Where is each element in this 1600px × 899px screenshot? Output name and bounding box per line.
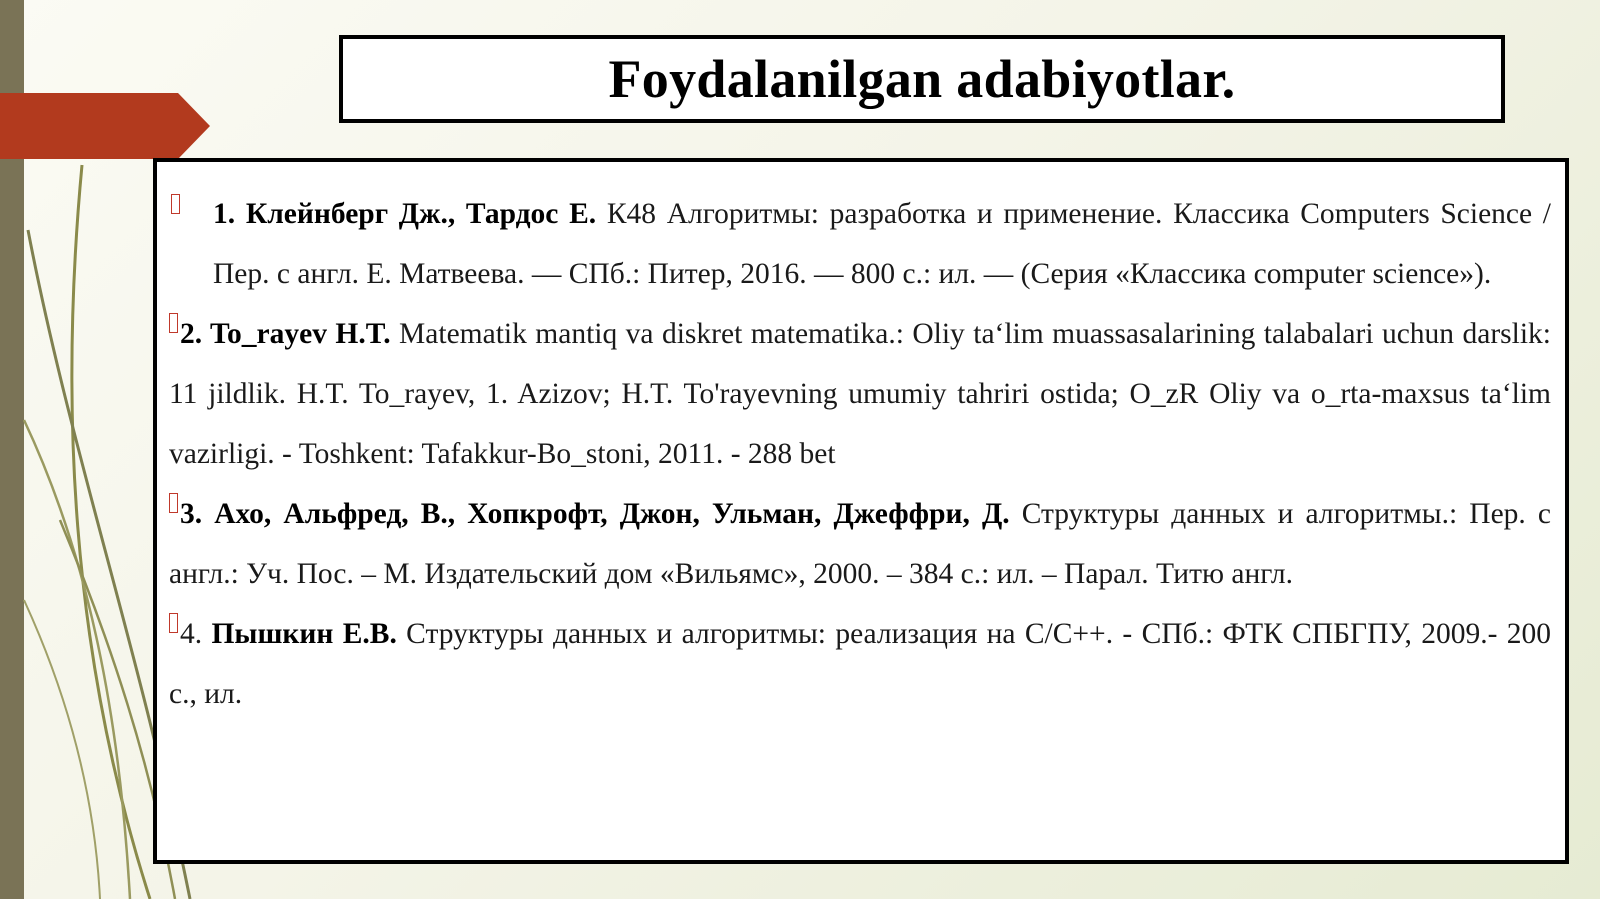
reference-4-number: 4. [180,618,212,650]
reference-1-text: К48 Алгоритмы: разработка и применение. Классика Computers Science / Пер. с англ. Е. Матвеева. — СПб.: Питер, 2016. — 800 с.: ил. — (Серия «Классика computer science»). [213,198,1552,290]
reference-4-authors: Пышкин Е.В. [211,618,397,650]
reference-3-authors: 3. Ахо, Альфред, В., Хопкрофт, Джон, Ульман, Джеффри, Д. [180,498,1010,530]
bullet-icon [171,194,180,214]
reference-1-authors: 1. Клейнберг Дж., Тардос Е. [213,198,597,230]
reference-4-text: Структуры данных и алгоритмы: реализация на C/C++. - СПб.: ФТК СПБГПУ, 2009.- 200 с., ил. [169,618,1552,710]
title-box [339,35,1505,123]
reference-item-3 [169,484,1551,604]
reference-2-text: Matematik mantiq va diskret matematika.: Oliy ta‘lim muassasalarining talabalari uchun darslik: 11 jildlik. H.T. To_rayev, 1. Azizov; H.T. To'rayevning umumiy tahriri ostida; O_zR Oliy va o_rta-maxsus ta‘lim vazirligi. - Toshkent: Tafakkur-Bo_stoni, 2011. - 288 bet [169,318,1551,470]
bullet-icon [169,493,178,513]
bullet-icon [169,313,178,333]
reference-2-authors: 2. To_rayev H.T. [180,318,391,350]
slide-title: Foydalanilgan adabiyotlar. [608,49,1236,109]
reference-item-4 [169,604,1551,724]
red-arrow-shape [0,93,210,159]
reference-item-1 [169,184,1551,304]
reference-item-2 [169,304,1551,484]
bullet-icon [169,613,178,633]
reference-3-text: Структуры данных и алгоритмы.: Пер. с англ.: Уч. Пос. – М. Издательский дом «Вильямс», 2000. – 384 с.: ил. – Парал. Титю англ. [169,498,1551,590]
references-box [153,158,1569,864]
